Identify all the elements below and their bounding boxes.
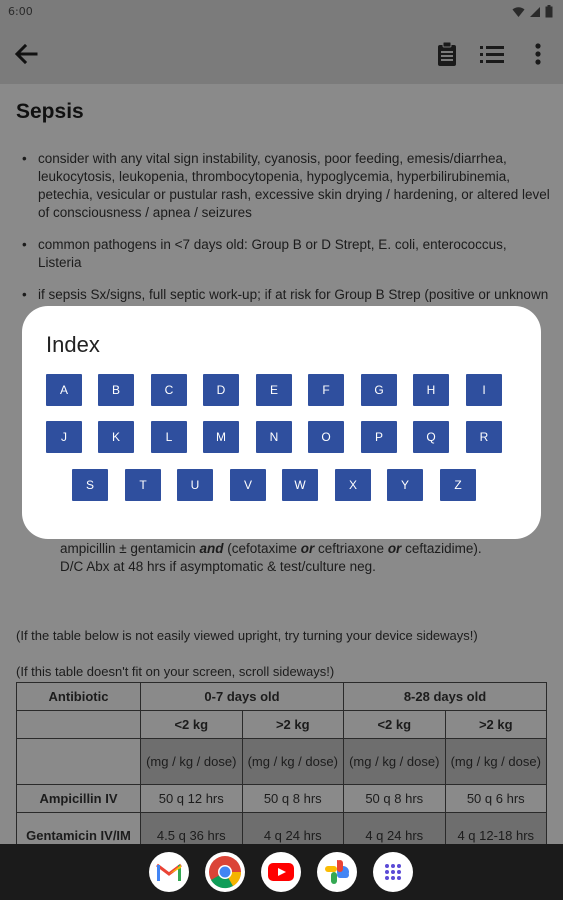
letter-button-j[interactable]: J (46, 421, 82, 453)
weight-header: >2 kg (242, 711, 344, 739)
drug-name: Ampicillin IV (17, 785, 141, 813)
letter-button-c[interactable]: C (151, 374, 187, 406)
rotate-note: (If the table below is not easily viewed upright, try turning your device sideways!) (16, 628, 478, 643)
letter-button-p[interactable]: P (361, 421, 397, 453)
text-span: ceftriaxone (314, 541, 388, 556)
table-cell (17, 711, 141, 739)
more-options-icon[interactable] (524, 40, 552, 68)
dialog-title: Index (46, 332, 100, 357)
header-0-7-days: 0-7 days old (141, 683, 344, 711)
dose-cell: 4.5 q 36 hrs (141, 813, 243, 845)
bullet-item: • if sepsis Sx/signs, full septic work-up; if at risk for Group B Strep (positive or unknown (22, 286, 552, 322)
youtube-icon[interactable] (261, 852, 301, 892)
letter-button-b[interactable]: B (98, 374, 134, 406)
letter-button-d[interactable]: D (203, 374, 239, 406)
letter-button-s[interactable]: S (72, 469, 108, 501)
letter-button-e[interactable]: E (256, 374, 292, 406)
letter-button-w[interactable]: W (282, 469, 318, 501)
bullet-item: • consider with any vital sign instability, cyanosis, poor feeding, emesis/diarrhea, leukocytosis, leukopenia, thrombocytopenia, hypoglycemia, hyperbilirubinemia, petechia, vesicular or pustular rash, excessive skin drying / hardening, or altered level of consciousness / apnea / seizures (22, 150, 552, 222)
list-icon[interactable] (478, 40, 506, 68)
dose-cell: 50 q 8 hrs (344, 785, 446, 813)
letter-button-t[interactable]: T (125, 469, 161, 501)
page-title: Sepsis (16, 100, 84, 123)
dosing-table[interactable] (16, 682, 547, 844)
letter-button-i[interactable]: I (466, 374, 502, 406)
text-emph: or (387, 541, 402, 556)
letter-button-l[interactable]: L (151, 421, 187, 453)
weight-header: <2 kg (344, 711, 446, 739)
bullet-item: • common pathogens in <7 days old: Group B or D Strept, E. coli, enterococcus, Listeria (22, 236, 552, 272)
dose-cell: 50 q 8 hrs (242, 785, 344, 813)
letter-button-y[interactable]: Y (387, 469, 423, 501)
text-span: ampicillin ± gentamicin (60, 541, 200, 556)
text-line: D/C Abx at 48 hrs if asymptomatic & test/culture neg. (60, 559, 376, 574)
header-antibiotic: Antibiotic (17, 683, 141, 711)
status-bar (0, 0, 563, 24)
text-emph: and (199, 541, 224, 556)
wifi-icon (512, 6, 525, 18)
header-8-28-days: 8-28 days old (344, 683, 547, 711)
letter-button-x[interactable]: X (335, 469, 371, 501)
letter-button-a[interactable]: A (46, 374, 82, 406)
photos-icon[interactable] (317, 852, 357, 892)
weight-header: >2 kg (445, 711, 547, 739)
status-icons (512, 5, 553, 18)
status-time: 6:00 (8, 5, 33, 18)
text-span: (cefotaxime (223, 541, 301, 556)
dose-cell: 4 q 24 hrs (344, 813, 446, 845)
letter-button-o[interactable]: O (308, 421, 344, 453)
scroll-note: (If this table doesn't fit on your screen, scroll sideways!) (16, 664, 335, 679)
letter-button-m[interactable]: M (203, 421, 239, 453)
drug-name: Gentamicin IV/IM (17, 813, 141, 845)
signal-icon (529, 6, 541, 18)
index-dialog (22, 306, 541, 539)
app-dock (0, 844, 563, 900)
text-emph: or (300, 541, 315, 556)
table-cell (17, 739, 141, 785)
letter-button-q[interactable]: Q (413, 421, 449, 453)
text-span: ceftazidime). (401, 541, 482, 556)
weight-header: <2 kg (141, 711, 243, 739)
letter-button-n[interactable]: N (256, 421, 292, 453)
back-arrow-icon[interactable] (12, 40, 40, 68)
gmail-icon[interactable] (149, 852, 189, 892)
letter-button-g[interactable]: G (361, 374, 397, 406)
units-cell: (mg / kg / dose) (445, 739, 547, 785)
letter-button-z[interactable]: Z (440, 469, 476, 501)
units-cell: (mg / kg / dose) (242, 739, 344, 785)
app-drawer-icon[interactable] (373, 852, 413, 892)
dose-cell: 50 q 6 hrs (445, 785, 547, 813)
dose-cell: 50 q 12 hrs (141, 785, 243, 813)
letter-button-f[interactable]: F (308, 374, 344, 406)
letter-button-u[interactable]: U (177, 469, 213, 501)
letter-button-k[interactable]: K (98, 421, 134, 453)
units-cell: (mg / kg / dose) (141, 739, 243, 785)
letter-button-v[interactable]: V (230, 469, 266, 501)
letter-button-h[interactable]: H (413, 374, 449, 406)
units-cell: (mg / kg / dose) (344, 739, 446, 785)
app-bar (0, 24, 563, 84)
chrome-icon[interactable] (205, 852, 245, 892)
battery-icon (545, 5, 553, 18)
letter-button-r[interactable]: R (466, 421, 502, 453)
dose-cell: 4 q 12-18 hrs (445, 813, 547, 845)
clipboard-icon[interactable] (433, 40, 461, 68)
dose-cell: 4 q 24 hrs (242, 813, 344, 845)
antibiotic-text (60, 540, 550, 576)
